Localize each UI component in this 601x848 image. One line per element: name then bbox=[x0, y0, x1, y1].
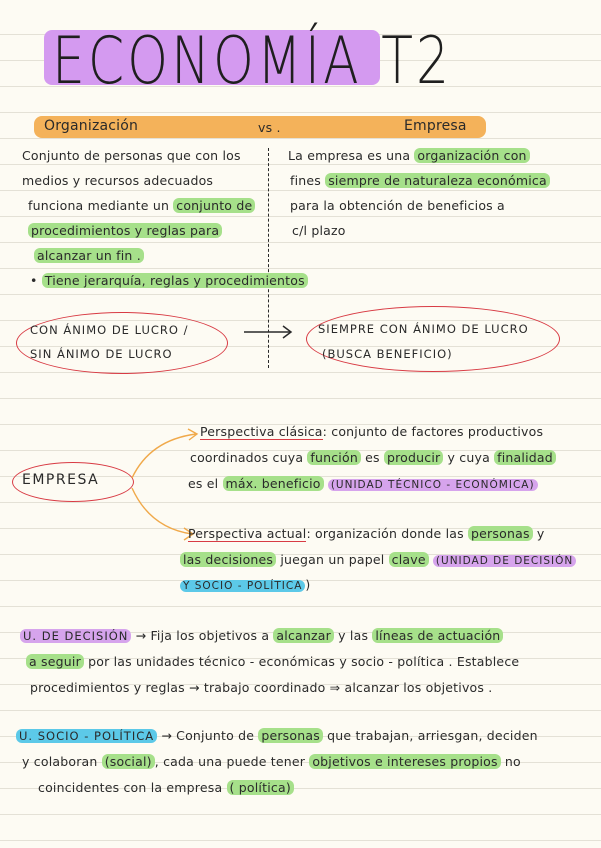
usocio-personas-hl: personas bbox=[258, 728, 323, 743]
actual-decisiones-hl: las decisiones bbox=[180, 552, 276, 567]
usocio-label: U. SOCIO - POLÍTICA bbox=[16, 729, 157, 743]
usocio-l2b: , cada una puede tener bbox=[154, 754, 306, 769]
organizacion-header: Organización bbox=[44, 118, 139, 134]
clasica-producir-hl: producir bbox=[384, 450, 443, 465]
emp-line-3: para la obtención de beneficios a bbox=[290, 198, 505, 213]
actual-line-3 bbox=[180, 577, 310, 592]
udecision-seguir-hl: a seguir bbox=[26, 654, 84, 669]
actual-line-1 bbox=[188, 526, 544, 541]
right-profit-line-1: SIEMPRE CON ÁNIMO DE LUCRO bbox=[318, 322, 529, 336]
actual-l1: : organización donde las bbox=[306, 526, 464, 541]
org-procedimientos-hl: procedimientos y reglas para bbox=[28, 223, 222, 238]
clasica-line-3 bbox=[188, 476, 538, 491]
udecision-line-2 bbox=[26, 654, 519, 669]
actual-personas-hl: personas bbox=[468, 526, 533, 541]
clasica-l2b: es bbox=[365, 450, 380, 465]
empresa-header: Empresa bbox=[404, 118, 467, 134]
clasica-l1: : conjunto de factores productivos bbox=[322, 424, 544, 439]
right-profit-ellipse bbox=[306, 306, 560, 372]
empresa-label: EMPRESA bbox=[22, 472, 100, 488]
clasica-line-2 bbox=[190, 450, 556, 465]
actual-unidad-hl: (UNIDAD DE DECISIÓN bbox=[433, 555, 576, 567]
org-line-4 bbox=[28, 223, 222, 238]
clasica-line-1 bbox=[200, 424, 543, 439]
emp-line-1-text: La empresa es una bbox=[288, 148, 411, 163]
usocio-l2c: no bbox=[504, 754, 521, 769]
usocio-line-2 bbox=[22, 754, 521, 769]
clasica-funcion-hl: función bbox=[307, 450, 361, 465]
udecision-l1a: → Fija los objetivos a bbox=[135, 628, 270, 643]
clasica-l2a: coordinados cuya bbox=[190, 450, 304, 465]
actual-l1b: y bbox=[536, 526, 545, 541]
emp-line-2 bbox=[290, 173, 550, 188]
org-line-1: Conjunto de personas que con los bbox=[22, 148, 241, 163]
left-profit-line-2: SIN ÁNIMO DE LUCRO bbox=[30, 347, 173, 361]
org-line-3 bbox=[28, 198, 255, 213]
usocio-social-hl: (social) bbox=[102, 754, 155, 769]
left-profit-ellipse bbox=[16, 312, 228, 374]
usocio-objetivos-hl: objetivos e intereses propios bbox=[309, 754, 500, 769]
profit-arrow bbox=[242, 322, 298, 342]
emp-siempre-hl: siempre de naturaleza económica bbox=[325, 173, 550, 188]
usocio-l2a: y colaboran bbox=[22, 754, 98, 769]
udecision-label: U. DE DECISIÓN bbox=[20, 629, 131, 643]
actual-socio-hl: Y SOCIO - POLÍTICA bbox=[180, 580, 305, 592]
org-alcanzar-hl: alcanzar un fin . bbox=[34, 248, 144, 263]
vs-label: vs . bbox=[258, 120, 281, 135]
org-line-6: • Tiene jerarquía, reglas y procedimientos bbox=[30, 273, 308, 288]
udecision-l2: por las unidades técnico - económicas y socio - política . Establece bbox=[88, 654, 520, 669]
usocio-l1a: → Conjunto de bbox=[161, 728, 255, 743]
actual-close: ) bbox=[305, 577, 311, 592]
emp-line-1 bbox=[288, 148, 530, 163]
usocio-line-3 bbox=[38, 780, 294, 795]
usocio-l3: coincidentes con la empresa bbox=[38, 780, 223, 795]
clasica-unidad-hl: (UNIDAD TÉCNICO - ECONÓMICA) bbox=[328, 479, 538, 491]
actual-l2: juegan un papel bbox=[280, 552, 385, 567]
clasica-l3a: es el bbox=[188, 476, 219, 491]
clasica-title: Perspectiva clásica bbox=[200, 424, 323, 439]
clasica-l2c: y cuya bbox=[447, 450, 490, 465]
udecision-alcanzar-hl: alcanzar bbox=[273, 628, 334, 643]
usocio-line-1 bbox=[16, 728, 538, 743]
usocio-l1b: que trabajan, arriesgan, deciden bbox=[327, 728, 538, 743]
actual-line-2 bbox=[180, 552, 576, 567]
actual-title: Perspectiva actual bbox=[188, 526, 307, 541]
org-jerarquia-hl: Tiene jerarquía, reglas y procedimientos bbox=[42, 273, 308, 288]
udecision-line-3: procedimientos y reglas → trabajo coordinado ⇒ alcanzar los objetivos . bbox=[30, 680, 493, 695]
udecision-line-1 bbox=[20, 628, 503, 643]
org-conjunto-hl: conjunto de bbox=[173, 198, 255, 213]
emp-line-4: c/l plazo bbox=[292, 223, 346, 238]
udecision-l1b: y las bbox=[338, 628, 369, 643]
right-profit-line-2: (BUSCA BENEFICIO) bbox=[322, 347, 453, 361]
emp-fines: fines bbox=[290, 173, 321, 188]
org-line-2: medios y recursos adecuados bbox=[22, 173, 214, 188]
org-line-5 bbox=[34, 248, 144, 263]
left-profit-line-1: CON ÁNIMO DE LUCRO / bbox=[30, 323, 189, 337]
org-line-3-text: funciona mediante un bbox=[28, 198, 170, 213]
actual-clave-hl: clave bbox=[389, 552, 429, 567]
emp-organizacion-hl: organización con bbox=[414, 148, 529, 163]
usocio-politica-hl: ( política) bbox=[227, 780, 294, 795]
page-title: ECONOMÍA T2 bbox=[52, 24, 453, 99]
udecision-lineas-hl: líneas de actuación bbox=[372, 628, 503, 643]
clasica-max-hl: máx. beneficio bbox=[223, 476, 324, 491]
clasica-finalidad-hl: finalidad bbox=[494, 450, 556, 465]
